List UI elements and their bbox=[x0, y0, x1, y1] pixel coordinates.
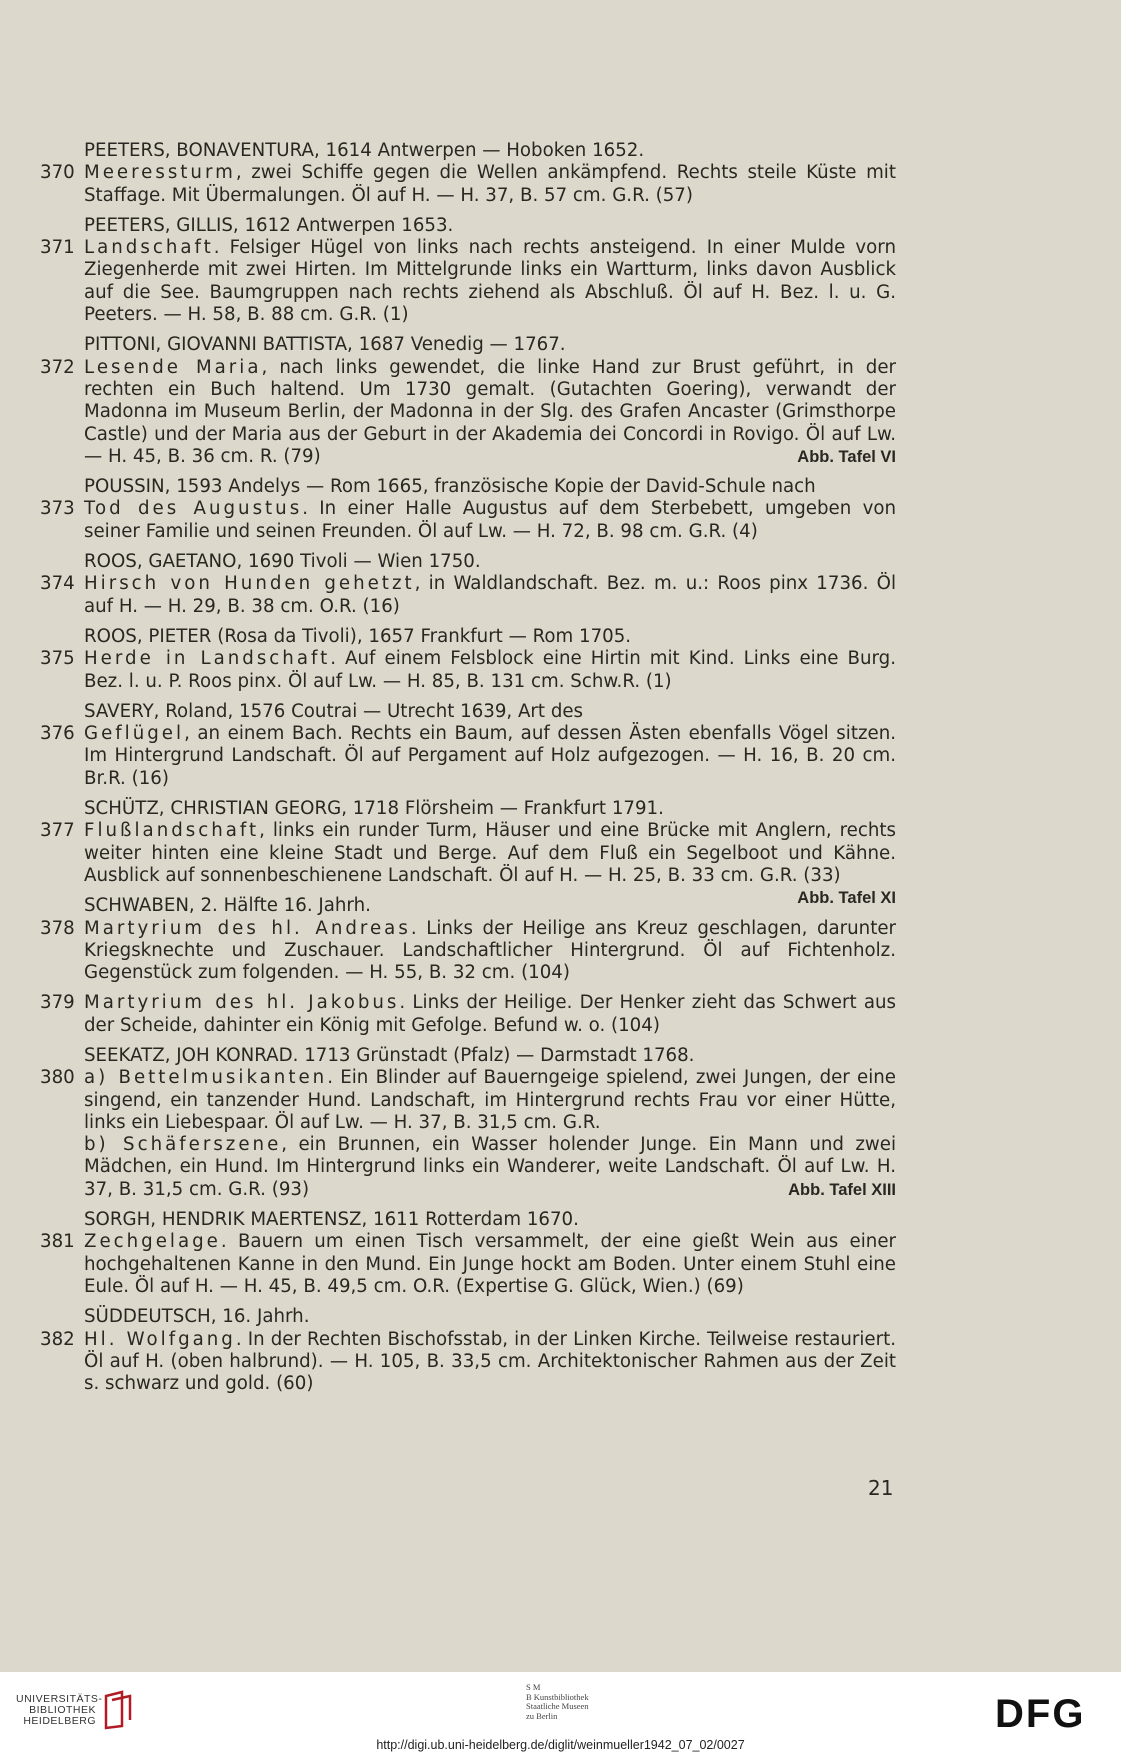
entry-number: 376 bbox=[40, 723, 75, 745]
artist-heading: SEEKATZ, JOH KONRAD. 1713 Grünstadt (Pfalz) — Darmstadt 1768. bbox=[84, 1044, 695, 1066]
entry-text: , an einem Bach. Rechts ein Baum, auf dessen Ästen ebenfalls Vögel sitzen. Im Hintergrund Landschaft. Öl auf Pergament auf Holz aufgezogen. — H. 16, B. 20 cm. Br.R. (16) bbox=[84, 723, 896, 789]
catalog-entry bbox=[36, 498, 896, 543]
artist-heading: ROOS, PIETER (Rosa da Tivoli), 1657 Frankfurt — Rom 1705. bbox=[84, 625, 632, 647]
artist-heading: SCHÜTZ, CHRISTIAN GEORG, 1718 Flörsheim — Frankfurt 1791. bbox=[84, 798, 664, 820]
artist-heading: PITTONI, GIOVANNI BATTISTA, 1687 Venedig — 1767. bbox=[84, 334, 566, 356]
entry-text: . In der Rechten Bischofsstab, in der Linken Kirche. Teilweise restauriert. Öl auf H. (oben halbrund). — H. 105, B. 33,5 cm. Architektonischer Rahmen aus der Zeit s. schwarz und gold. (60) bbox=[84, 1328, 896, 1395]
museum-logo: S M B Kunstbibliothek Staatliche Museen zu Berlin bbox=[526, 1682, 589, 1721]
entry-number: 381 bbox=[40, 1231, 75, 1253]
artist-heading: SORGH, HENDRIK MAERTENSZ, 1611 Rotterdam 1670. bbox=[84, 1209, 579, 1231]
entry-number: 370 bbox=[40, 162, 75, 184]
catalog-entry bbox=[36, 573, 896, 618]
entry-title: Meeressturm bbox=[84, 162, 236, 184]
entry-title: Landschaft bbox=[84, 237, 214, 259]
entry-number: 377 bbox=[40, 820, 75, 842]
entry-number: 371 bbox=[40, 237, 75, 259]
catalog-entry bbox=[36, 237, 896, 326]
plate-reference: Abb. Tafel XIII bbox=[788, 1180, 896, 1199]
entry-text: . Bauern um einen Tisch versammelt, der eine gießt Wein aus einer hochgehaltenen Kanne in den Mund. Ein Junge hockt am Boden. Unter einem Stuhl eine Eule. Öl auf H. — H. 45, B. 49,5 cm. O.R. (Expertise G. Glück, Wien.) (69) bbox=[84, 1231, 896, 1297]
plate-reference: Abb. Tafel XI bbox=[797, 889, 896, 908]
plate-reference: Abb. Tafel VI bbox=[797, 447, 896, 466]
entry-title: Geflügel bbox=[84, 723, 185, 745]
page-number: 21 bbox=[868, 1476, 894, 1500]
artist-heading: SÜDDEUTSCH, 16. Jahrh. bbox=[84, 1306, 310, 1328]
entry-number: 380 bbox=[40, 1067, 75, 1089]
entry-text: . In einer Halle Augustus auf dem Sterbebett, umgeben von seiner Familie und seinen Freunden. Öl auf Lw. — H. 72, B. 98 cm. G.R. (4) bbox=[84, 498, 896, 542]
entry-number: 382 bbox=[40, 1328, 75, 1350]
entry-title: a) Bettelmusikanten bbox=[84, 1067, 328, 1089]
artist-heading: SCHWABEN, 2. Hälfte 16. Jahrh. bbox=[84, 895, 371, 917]
entry-number: 374 bbox=[40, 573, 75, 595]
entry-text: . Felsiger Hügel von links nach rechts ansteigend. In einer Mulde vorn Ziegenherde mit zwei Hirten. Im Mittelgrunde links ein Wartturm, links davon Ausblick auf die See. Baumgruppen nach rechts ziehend als Abschluß. Öl auf H. Bez. l. u. G. Peeters. — H. 58, B. 88 cm. G.R. (1) bbox=[84, 237, 896, 326]
dfg-logo: DFG bbox=[995, 1692, 1086, 1736]
artist-heading: POUSSIN, 1593 Andelys — Rom 1665, französische Kopie der David-Schule nach bbox=[84, 476, 816, 498]
catalog-entry bbox=[36, 1067, 896, 1134]
entry-number: 375 bbox=[40, 648, 75, 670]
entry-text: . Links der Heilige. Der Henker zieht das Schwert aus der Scheide, dahinter ein König mit Gefolge. Befund w. o. (104) bbox=[84, 992, 896, 1036]
artist-heading: PEETERS, GILLIS, 1612 Antwerpen 1653. bbox=[84, 214, 454, 236]
entry-text: . Links der Heilige ans Kreuz geschlagen, darunter Kriegsknechte und Zuschauer. Landschaftlicher Hintergrund. Öl auf Fichtenholz. Gegenstück zum folgenden. — H. 55, B. 32 cm. (104) bbox=[84, 917, 896, 984]
entry-number: 373 bbox=[40, 498, 75, 520]
catalog-entry bbox=[36, 357, 896, 468]
entry-title: Flußlandschaft bbox=[84, 820, 260, 842]
entry-title: Martyrium des hl. Andreas bbox=[84, 917, 411, 939]
entry-text: . Ein Blinder auf Bauerngeige spielend, zwei Jungen, der eine singend, ein tanzender Hund. Landschaft, im Hintergrund rechts Frau vor einer Hütte, links ein Liebespaar. Öl auf Lw. — H. 37, B. 31,5 cm. G.R. bbox=[84, 1067, 897, 1133]
entry-number: 378 bbox=[40, 917, 75, 939]
entry-title: Hl. Wolfgang bbox=[84, 1328, 236, 1350]
entry-text: . Auf einem Felsblock eine Hirtin mit Kind. Links eine Burg. Bez. l. u. P. Roos pinx. Öl auf Lw. — H. 85, B. 131 cm. Schw.R. (1) bbox=[84, 648, 896, 692]
artist-heading: ROOS, GAETANO, 1690 Tivoli — Wien 1750. bbox=[84, 551, 481, 573]
library-logo-icon bbox=[100, 1690, 136, 1730]
catalog-entry bbox=[36, 723, 896, 790]
entry-title: Lesende Maria bbox=[84, 356, 262, 378]
entry-text: , links ein runder Turm, Häuser und eine Brücke mit Anglern, rechts weiter hinten eine kleine Stadt und Berge. Auf dem Fluß ein Segelboot und Kähne. Ausblick auf sonnenbeschienene Landschaft. Öl auf H. — H. 25, B. 33 cm. G.R. (33) bbox=[84, 820, 896, 886]
entry-text: , in Waldlandschaft. Bez. m. u.: Roos pinx 1736. Öl auf H. — H. 29, B. 38 cm. O.R. (16) bbox=[84, 573, 896, 617]
source-url[interactable]: http://digi.ub.uni-heidelberg.de/diglit/weinmueller1942_07_02/0027 bbox=[376, 1738, 745, 1752]
entry-text: , ein Brunnen, ein Wasser holender Junge. Ein Mann und zwei Mädchen, ein Hund. Im Hintergrund links ein Wanderer, weite Landschaft. Öl auf Lw. H. 37, B. 31,5 cm. G.R. (93) bbox=[84, 1134, 897, 1200]
catalog-entry bbox=[36, 1329, 896, 1396]
entry-title: Zechgelage bbox=[84, 1231, 221, 1253]
catalog-subentry bbox=[36, 1134, 896, 1201]
catalog-entries bbox=[36, 136, 896, 1395]
library-name: UNIVERSITÄTS- BIBLIOTHEK HEIDELBERG bbox=[16, 1693, 103, 1727]
catalog-entry bbox=[36, 162, 896, 207]
artist-heading: PEETERS, BONAVENTURA, 1614 Antwerpen — Hoboken 1652. bbox=[84, 140, 645, 161]
entry-text: , zwei Schiffe gegen die Wellen ankämpfend. Rechts steile Küste mit Staffage. Mit Übermalungen. Öl auf H. — H. 37, B. 57 cm. G.R. (57) bbox=[84, 162, 896, 206]
catalog-entry bbox=[36, 992, 896, 1037]
entry-number: 372 bbox=[40, 356, 75, 378]
entry-text: , nach links gewendet, die linke Hand zur Brust geführt, in der rechten ein Buch haltend. Um 1730 gemalt. (Gutachten Goering), verwandt der Madonna im Museum Berlin, der Madonna in der Slg. des Grafen Ancaster (Grimsthorpe Castle) und der Maria aus der Geburt in der Akademia dei Concordi in Rovigo. Öl auf Lw. — H. 45, B. 36 cm. R. (79) bbox=[84, 356, 896, 467]
entry-title: Hirsch von Hunden gehetzt bbox=[84, 573, 415, 595]
catalog-entry bbox=[36, 918, 896, 985]
entry-title: Herde in Landschaft bbox=[84, 648, 331, 670]
entry-title: b) Schäferszene bbox=[84, 1134, 282, 1156]
catalog-entry bbox=[36, 1231, 896, 1298]
catalog-entry bbox=[36, 648, 896, 693]
entry-title: Martyrium des hl. Jakobus bbox=[84, 992, 400, 1014]
entry-title: Tod des Augustus bbox=[84, 498, 303, 520]
entry-number: 379 bbox=[40, 992, 75, 1014]
artist-heading: SAVERY, Roland, 1576 Coutrai — Utrecht 1639, Art des bbox=[84, 700, 584, 722]
